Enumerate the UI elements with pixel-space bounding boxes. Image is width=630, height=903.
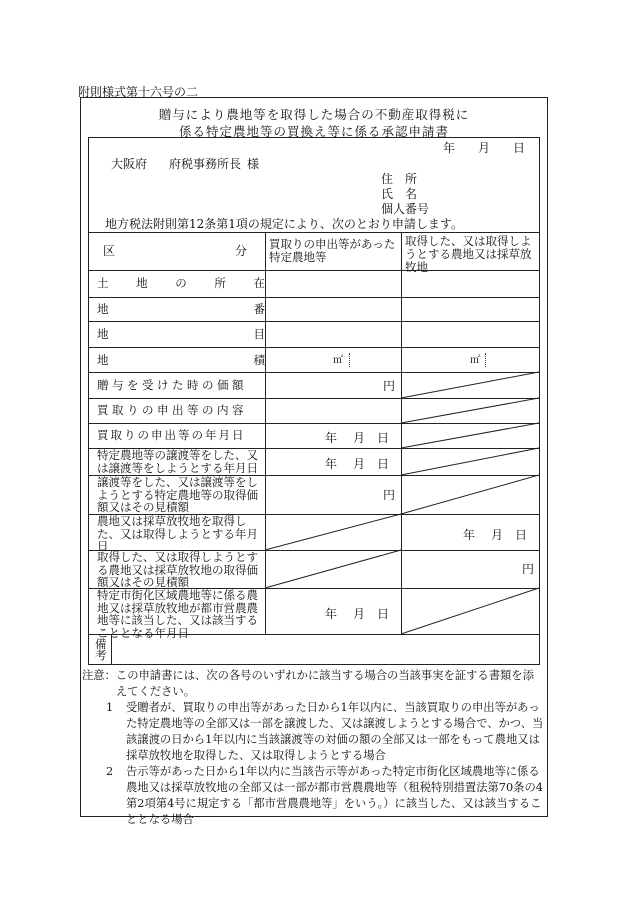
request-date-day: 日 (377, 431, 390, 445)
row-transfer-date: 特定農地等の譲渡等をした、又は譲渡等をしようとする年月日 (97, 448, 258, 475)
intro-text: 地方税法附則第12条第1項の規定により、次のとおり申請します。 (105, 217, 463, 231)
form-title-line2: 係る特定農地等の買換え等に係る承認申請書 (178, 124, 449, 139)
acq-cost-new-unit: 円 (522, 562, 535, 576)
acquire-date-day: 日 (515, 528, 528, 542)
area-unit-specified: ㎡ (333, 355, 343, 366)
gift-value-unit: 円 (383, 379, 396, 393)
notes-section (82, 668, 544, 828)
col-category-2: 分 (235, 244, 248, 258)
request-date-year: 年 (325, 431, 338, 445)
applicant-address-label: 住 所 (381, 172, 418, 186)
row-acquire-date: 農地又は採草放牧地を取得した、又は取得しようとする年月日 (97, 514, 258, 553)
applicant-id-label: 個人番号 (381, 202, 430, 216)
row-acq-cost-specified: 譲渡等をした、又は譲渡等をしようとする特定農地等の取得価額又はその見積額 (97, 475, 258, 514)
notes-label: 注意： (82, 669, 116, 682)
area-unit-acquired: ㎡ (470, 355, 480, 366)
form-label: 附則様式第十六号の二 (78, 85, 199, 99)
note-1-number: 1 (106, 701, 114, 714)
urban-date-day: 日 (377, 607, 390, 621)
col-specified-land: 買取りの申出等があった特定農地等 (269, 237, 396, 264)
col-acquired-land: 取得した、又は取得しようとする農地又は採草放牧地 (405, 234, 532, 274)
addressee-office: 府税事務所長 (169, 157, 242, 171)
application-table (88, 137, 540, 665)
row-location: 土 地 の 所 在 (97, 276, 265, 290)
row-request-date: 買取りの申出等の年月日 (97, 428, 246, 442)
note-2-number: 2 (106, 765, 114, 778)
date-month: 月 (478, 141, 491, 155)
col-category-1: 区 (103, 244, 116, 258)
transfer-date-month: 月 (353, 457, 366, 471)
addressee-pref: 大阪府 (111, 157, 148, 171)
date-year: 年 (443, 141, 456, 155)
note-2-text: 告示等があった日から1年以内に当該告示等があった特定市街化区域農地等に係る農地又は採草放牧地の全部又は一部が都市営農農地等（租税特別措置法第70条の4第2項第4号に規定する「都市営農農地等」をいう。）に該当した、又は該当することとなる場合 (126, 765, 543, 826)
row-request-content: 買取りの申出等の内容 (97, 403, 247, 417)
notes-head-text: この申請書には、次の各号のいずれかに該当する場合の当該事実を証する書類を添えてください。 (115, 669, 534, 698)
row-acq-cost-new: 取得した、又は取得しようとする農地又は採草放牧地の取得価額又はその見積額 (97, 550, 258, 589)
row-remarks: 備考 (95, 637, 107, 662)
row-gift-value: 贈与を受けた時の価額 (97, 378, 247, 392)
transfer-date-day: 日 (377, 457, 390, 471)
acquire-date-month: 月 (491, 528, 504, 542)
form-title-line1: 贈与により農地等を取得した場合の不動産取得税に (158, 107, 470, 122)
row-urban-farmland-date: 特定市街化区域農地等に係る農地又は採草放牧地が都市営農農地等に該当した、又は該当することとなる年月日 (97, 588, 258, 640)
acquire-date-year: 年 (463, 528, 476, 542)
transfer-date-year: 年 (325, 457, 338, 471)
row-land-category: 地 目 (97, 327, 265, 341)
date-day: 日 (513, 141, 526, 155)
request-date-month: 月 (353, 431, 366, 445)
applicant-name-label: 氏 名 (381, 187, 418, 201)
addressee-honorific: 様 (247, 157, 260, 171)
urban-date-month: 月 (353, 607, 366, 621)
acq-cost-specified-unit: 円 (383, 488, 396, 502)
row-area: 地 積 (97, 353, 265, 367)
note-1-text: 受贈者が、買取りの申出等があった日から1年以内に、当該買取りの申出等があった特定農地等の全部又は一部を譲渡した、又は譲渡しようとする場合で、かつ、当該譲渡の日から1年以内に当該譲渡等の対価の額の全部又は一部をもって農地又は採草放牧地を取得した、又は取得しようとする場合 (126, 701, 544, 762)
urban-date-year: 年 (325, 607, 338, 621)
row-lot-number: 地 番 (97, 302, 265, 316)
